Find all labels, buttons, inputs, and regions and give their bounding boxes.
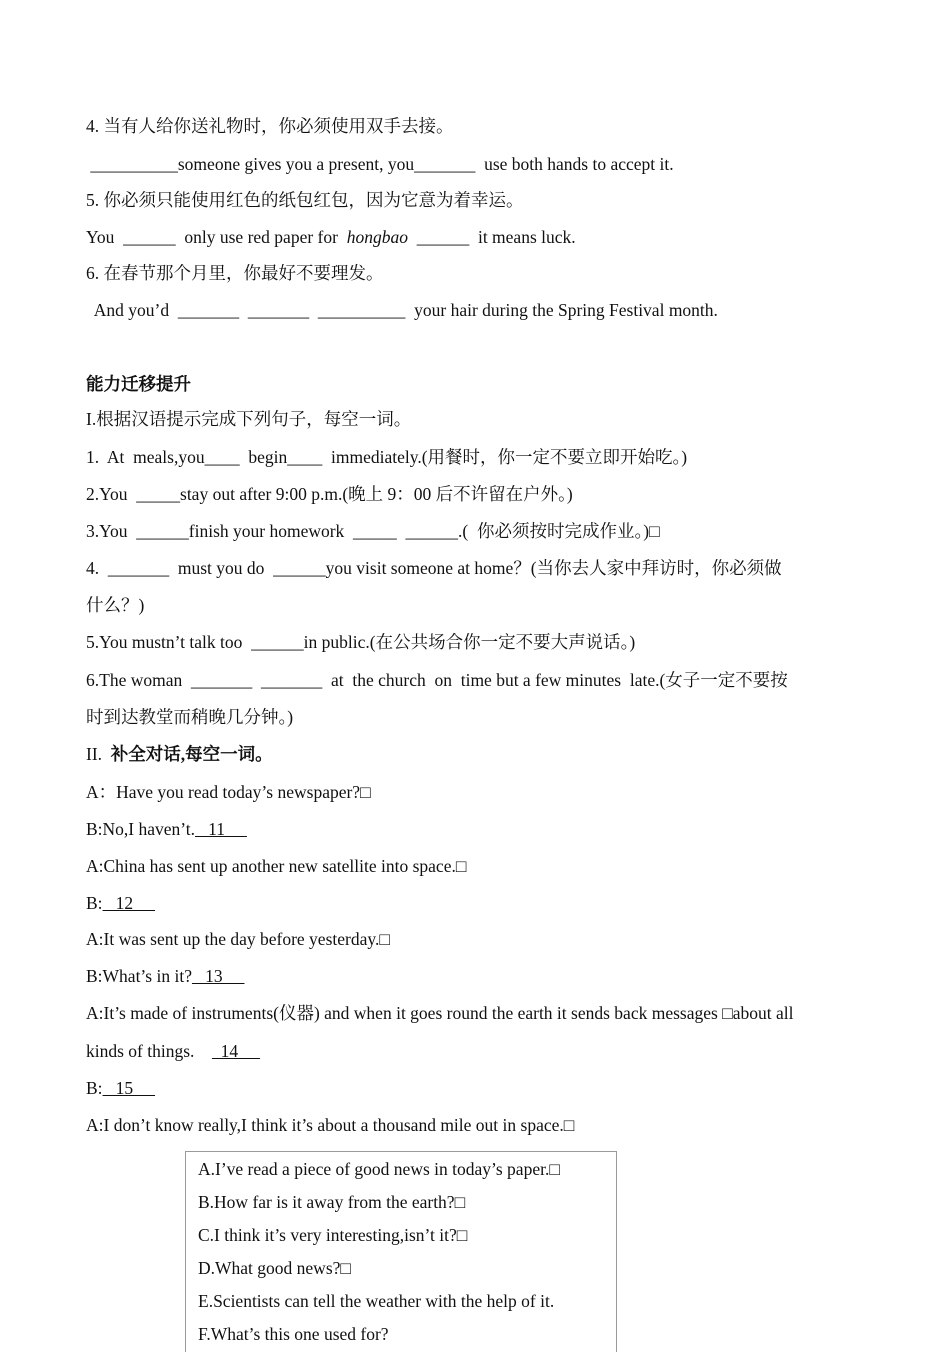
answer-blank: 11 — [195, 819, 247, 839]
part1-q5-chinese: 5. 你必须只能使用红色的纸包红包，因为它意为着幸运。 — [86, 190, 524, 210]
answer-blank: 13 — [191, 966, 245, 986]
partII-heading-number: II. — [86, 744, 111, 764]
partI-line: 3.You ______finish your homework _____ ______.( 你必须按时完成作业。)□ — [86, 521, 660, 541]
dialogue-line: A：Have you read today’s newspaper?□ — [86, 782, 371, 802]
partI-line: 1. At meals,you____ begin____ immediately.(用餐时，你一定不要立即开始吃。) — [86, 447, 688, 467]
dialogue-line: A:It’s made of instruments(仪器) and when it goes round the earth it sends back messages □about all — [86, 1003, 794, 1023]
dialogue-line: A:China has sent up another new satellite into space.□ — [86, 856, 467, 876]
dialogue-line: kinds of things. 14 — [86, 1041, 261, 1061]
section-title: 能力迁移提升 — [86, 374, 191, 394]
part1-q6-english: And you’d _______ _______ __________ your hair during the Spring Festival month. — [86, 300, 718, 320]
dialogue-line: B:What’s in it? 13 — [86, 966, 245, 986]
partI-line: 什么？) — [86, 595, 145, 615]
options-box — [185, 1151, 617, 1352]
partI-heading: I.根据汉语提示完成下列句子，每空一词。 — [86, 409, 412, 429]
option-item: C.I think it’s very interesting,isn’t it?□ — [198, 1225, 468, 1245]
partII-heading — [86, 743, 273, 765]
answer-blank: 12 — [102, 893, 156, 913]
partI-line: 5.You mustn’t talk too ______in public.(在公共场合你一定不要大声说话。) — [86, 632, 636, 652]
part1-q5-italic-word: hongbao — [346, 227, 408, 247]
partI-line: 6.The woman _______ _______ at the church on time but a few minutes late.(女子一定不要按 — [86, 670, 788, 690]
dialogue-line: B: 12 — [86, 893, 156, 913]
answer-blank: 15 — [102, 1078, 156, 1098]
answer-blank: 14 — [211, 1041, 261, 1061]
option-item: A.I’ve read a piece of good news in today’s paper.□ — [198, 1159, 560, 1179]
option-item: D.What good news?□ — [198, 1258, 351, 1278]
part1-q5-text-a: You ______ only use red paper for — [86, 227, 347, 247]
partI-line: 2.You _____stay out after 9:00 p.m.(晚上 9：00 后不许留在户外。) — [86, 484, 573, 504]
option-item: B.How far is it away from the earth?□ — [198, 1192, 466, 1212]
dialogue-line: A:I don’t know really,I think it’s about a thousand mile out in space.□ — [86, 1115, 575, 1135]
part1-q4-chinese: 4. 当有人给你送礼物时，你必须使用双手去接。 — [86, 116, 454, 136]
partI-line: 时到达教堂而稍晚几分钟。) — [86, 707, 294, 727]
part1-q6-chinese: 6. 在春节那个月里，你最好不要理发。 — [86, 263, 384, 283]
dialogue-line: B:No,I haven’t. 11 — [86, 819, 247, 839]
partI-line: 4. _______ must you do ______you visit someone at home？(当你去人家中拜访时，你必须做 — [86, 558, 782, 578]
part1-q5-english — [86, 226, 576, 248]
partII-heading-text: 补全对话,每空一词。 — [110, 744, 273, 764]
option-item: E.Scientists can tell the weather with the help of it. — [198, 1291, 555, 1311]
part1-q5-text-b: ______ it means luck. — [407, 227, 576, 247]
part1-q4-english: __________someone gives you a present, you_______ use both hands to accept it. — [86, 154, 674, 174]
dialogue-line: A:It was sent up the day before yesterday.□ — [86, 929, 390, 949]
option-item: F.What’s this one used for? — [198, 1324, 389, 1344]
dialogue-line: B: 15 — [86, 1078, 156, 1098]
